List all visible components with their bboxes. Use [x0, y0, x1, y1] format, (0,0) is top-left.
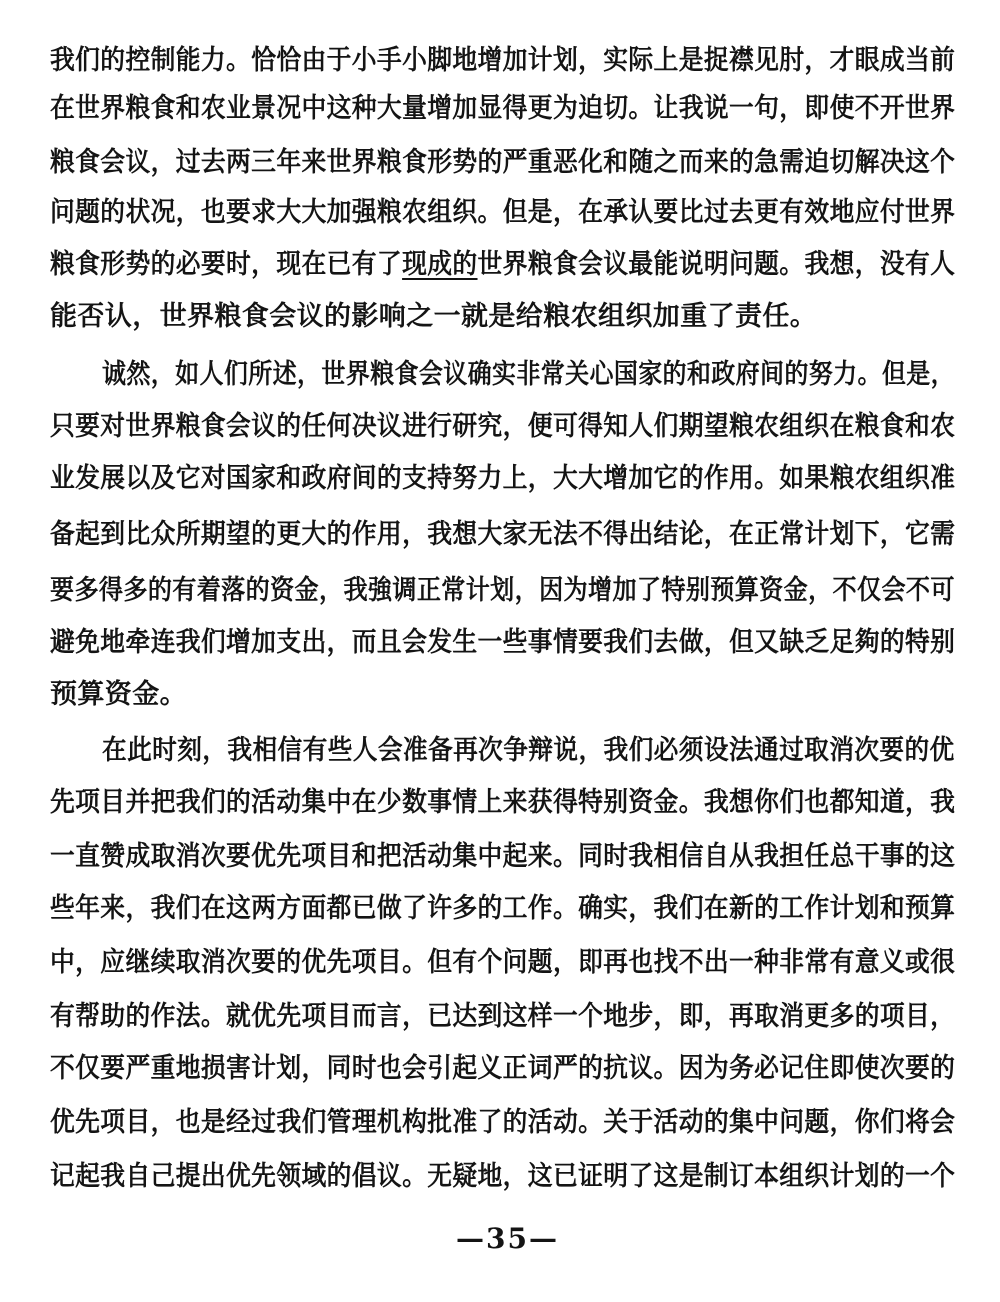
text-line: 在此时刻，我相信有些人会准备再次争辩说，我们必须设法通过取消次要的优 — [102, 735, 955, 766]
text-line: 粮食会议，过去两三年来世界粮食形势的严重恶化和随之而来的急需迫切解决这个 — [50, 147, 956, 178]
text-line: 些年来，我们在这两方面都已做了许多的工作。确实，我们在新的工作计划和预算 — [50, 893, 956, 924]
text-line: 在世界粮食和农业景况中这种大量增加显得更为迫切。让我说一句，即使不开世界 — [50, 93, 956, 124]
text-segment: 世界粮食会议最能说明问题。我想，没有人 — [477, 249, 956, 280]
text-segment: 粮食形势的必要时，现在已有了 — [50, 249, 403, 280]
text-line: 要多得多的有着落的资金，我強调正常计划，因为增加了特别预算资金，不仅会不可 — [50, 575, 955, 606]
text-line: 我们的控制能力。恰恰由于小手小脚地增加计划，实际上是捉襟见肘，才眼成当前 — [50, 45, 956, 76]
text-line: 备起到比众所期望的更大的作用，我想大家无法不得出结论，在正常计划下，它需 — [50, 519, 956, 550]
text-line: 优先项目，也是经过我们管理机构批准了的活动。关于活动的集中问题，你们将会 — [50, 1107, 956, 1138]
text-line: 能否认，世界粮食会议的影响之一就是给粮农组织加重了责任。 — [50, 301, 818, 332]
text-line: 记起我自己提出优先领域的倡议。无疑地，这已证明了这是制订本组织计划的一个 — [50, 1161, 956, 1192]
text-line: 先项目并把我们的活动集中在少数事情上来获得特别资金。我想你们也都知道，我 — [50, 787, 956, 818]
text-line: 预算资金。 — [50, 679, 187, 710]
text-line: 问题的状况，也要求大大加强粮农组织。但是，在承认要比过去更有效地应付世界 — [50, 197, 956, 228]
text-line — [50, 248, 955, 282]
text-line: 不仅要严重地损害计划，同时也会引起义正词严的抗议。因为务必记住即使次要的 — [50, 1053, 956, 1084]
text-line: 业发展以及它对国家和政府间的支持努力上，大大增加它的作用。如果粮农组织准 — [50, 463, 956, 494]
text-line: 有帮助的作法。就优先项目而言，已达到这样一个地步，即，再取消更多的项目， — [50, 1001, 956, 1032]
page-number: —35— — [456, 1222, 559, 1255]
text-line: 一直赞成取消次要优先项目和把活动集中起来。同时我相信自从我担任总干事的这 — [50, 841, 956, 872]
text-line: 诚然，如人们所述，世界粮食会议确实非常关心国家的和政府间的努力。但是， — [102, 359, 956, 390]
text-line: 只要对世界粮食会议的任何决议进行研究，便可得知人们期望粮农组织在粮食和农 — [50, 411, 956, 442]
underlined-text: 现成的 — [402, 249, 478, 280]
text-line: 避免地牵连我们增加支出，而且会发生一些事情要我们去做，但又缺乏足夠的特别 — [50, 627, 956, 658]
text-line: 中，应继续取消次要的优先项目。但有个问题，即再也找不出一种非常有意义或很 — [50, 947, 956, 978]
